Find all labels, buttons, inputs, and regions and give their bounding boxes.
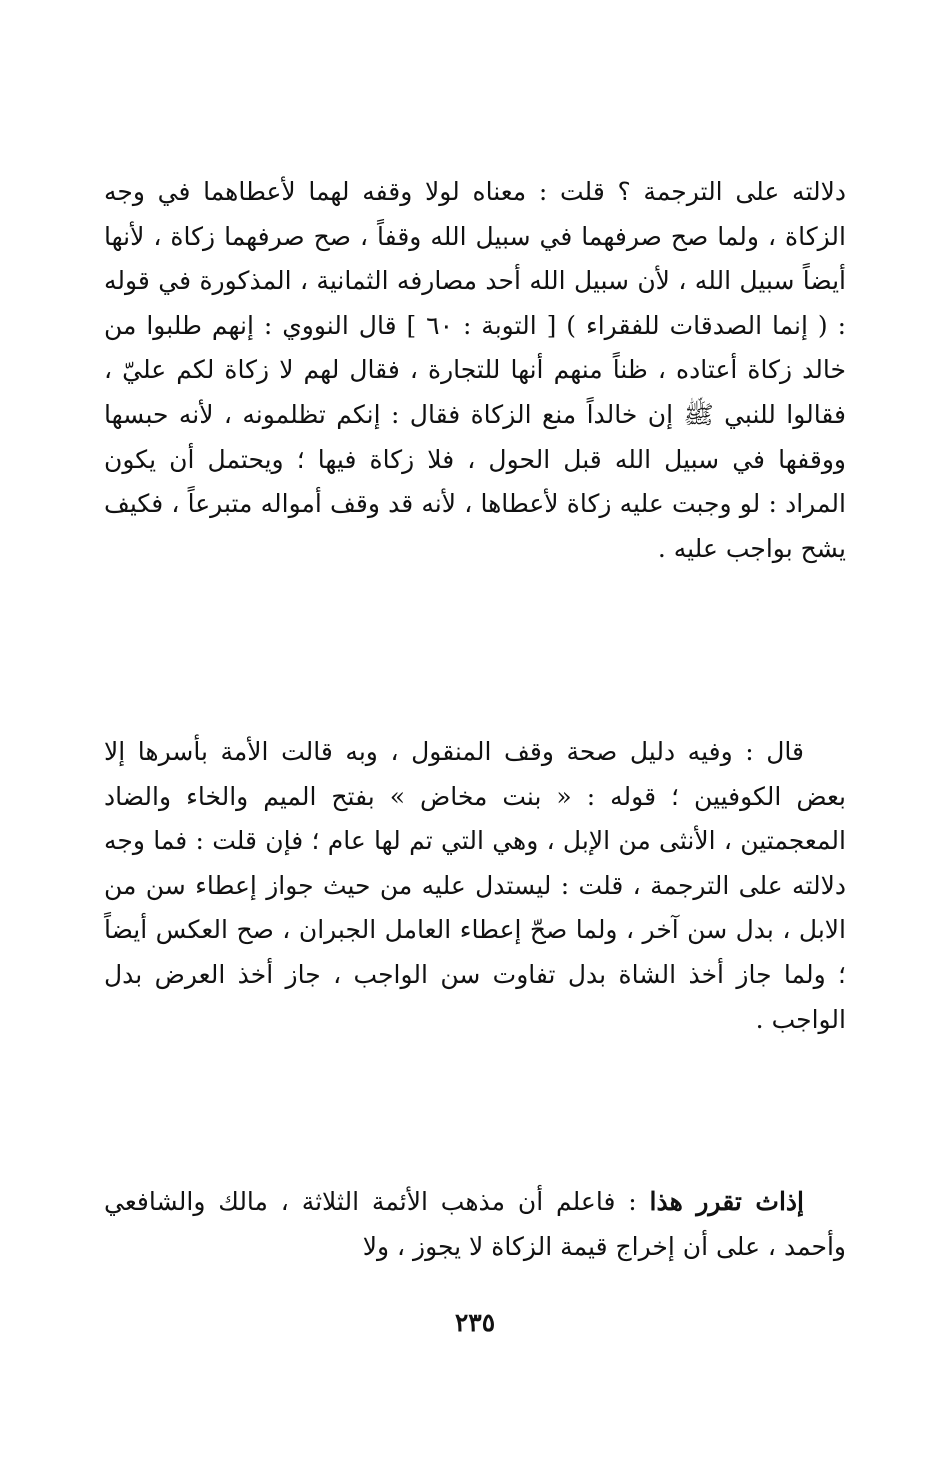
paragraph-2 [104,730,846,1042]
paragraph-2-text: قال : وفيه دليل صحة وقف المنقول ، وبه قالت الأمة بأسرها إلا بعض الكوفيين ؛ قوله : « بنت مخاض » بفتح الميم والخاء والضاد المعجمتين ، الأنثى من الإبل ، وهي التي تم لها عام ؛ فإن قلت : فما وجه دلالته على الترجمة ، قلت : ليستدل عليه من حيث جواز إعطاء سن من الابل ، بدل سن آخر ، ولما صحّ إعطاء العامل الجبران ، صح العكس أيضاً ؛ ولما جاز أخذ الشاة بدل تفاوت سن الواجب ، جاز أخذ العرض بدل الواجب . [104,737,846,1034]
paragraph-3-lead: إذاث تقرر هذا [649,1187,804,1216]
paragraph-1-text: دلالته على الترجمة ؟ قلت : معناه لولا وقفه لهما لأعطاهما في وجه الزكاة ، ولما صح صرفهما في سبيل الله وقفاً ، صح صرفهما زكاة ، لأنها أيضاً سبيل الله ، لأن سبيل الله أحد مصارفه الثمانية ، المذكورة في قوله : ( إنما الصدقات للفقراء ) [ التوبة : ٦٠ ] قال النووي : إنهم طلبوا من خالد زكاة أعتاده ، ظناً منهم أنها للتجارة ، فقال لهم لا زكاة لكم عليّ ، فقالوا للنبي ﷺ إن خالداً منع الزكاة فقال : إنكم تظلمونه ، لأنه حبسها ووقفها في سبيل الله قبل الحول ، فلا زكاة فيها ؛ ويحتمل أن يكون المراد : لو وجبت عليه زكاة لأعطاها ، لأنه قد وقف أمواله متبرعاً ، فكيف يشح بواجب عليه . [104,177,847,563]
paragraph-1 [104,170,846,571]
paragraph-3 [104,1180,846,1269]
page-number: ٢٣٥ [454,1308,496,1337]
paragraph-3-text: : فاعلم أن مذهب الأئمة الثلاثة ، مالك والشافعي وأحمد ، على أن إخراج قيمة الزكاة لا يجوز ، ولا [104,1187,846,1261]
